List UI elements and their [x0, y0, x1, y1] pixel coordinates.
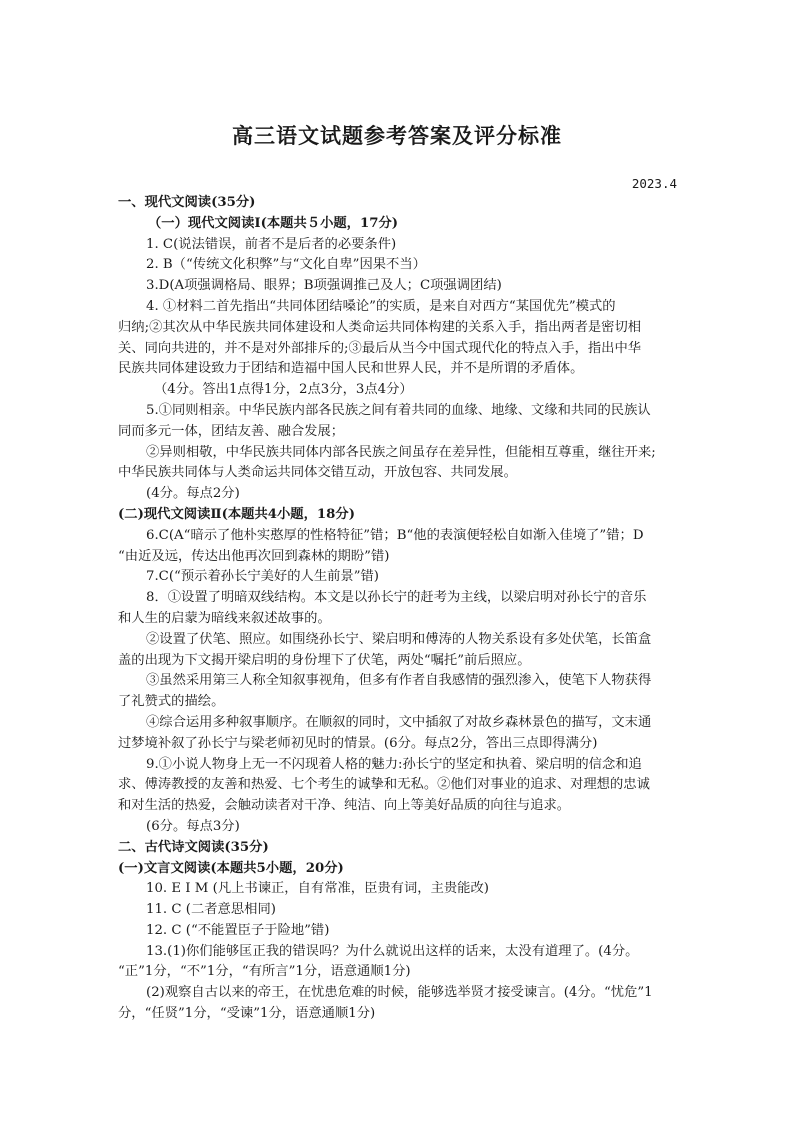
text-line: ④综合运用多种叙事顺序。在顺叙的同时，文中插叙了对故乡森林景色的描写，文末通	[146, 714, 652, 730]
text-line: 1. C(说法错误，前者不是后者的必要条件)	[146, 236, 397, 252]
text-line: 盖的出现为下文揭开梁启明的身份埋下了伏笔，两处“嘱托”前后照应。	[118, 652, 531, 668]
text-line: 中华民族共同体与人类命运共同体交错互动，开放包容、共同发展。	[118, 465, 517, 481]
text-line: 同而多元一体，团结友善、融合发展；	[118, 423, 345, 439]
section-heading: 一、现代文阅读(35分)	[118, 195, 256, 210]
text-line: 和人生的启蒙为暗线来叙述故事的。	[118, 610, 331, 626]
text-line: 9.①小说人物身上无一不闪现着人格的魅力:孙长宁的坚定和执着、梁启明的信念和追	[146, 756, 642, 772]
text-line: 求、傅涛教授的友善和热爱、七个考生的诚挚和无私。②他们对事业的追求、对理想的忠诚	[118, 777, 650, 793]
text-line: 11. C (二者意思相同)	[146, 902, 276, 918]
section-heading: 二、古代诗文阅读(35分)	[118, 839, 269, 855]
section-heading: (二)现代文阅读Ⅱ(本题共4小题，18分)	[118, 506, 355, 522]
text-line: ③虽然采用第三人称全知叙事视角，但多有作者自我感情的强烈渗入，使笔下人物获得	[146, 673, 652, 689]
text-line: ②异则相敬，中华民族共同体内部各民族之间虽存在差异性，但能相互尊重，继往开来;	[146, 444, 656, 460]
text-line: (4分。每点2分)	[146, 486, 240, 502]
text-line: （4分。答出1点得1分，2点3分，3点4分）	[154, 382, 413, 398]
page-title: 高三语文试题参考答案及评分标准	[232, 123, 562, 148]
text-line: (2)观察自古以来的帝王，在忧患危难的时候，能够选举贤才接受谏言。(4分。“忧危”1	[146, 985, 653, 1001]
text-line: ②设置了伏笔、照应。如围绕孙长宁、梁启明和傅涛的人物关系设有多处伏笔，长笛盒	[146, 631, 652, 647]
answer-content	[118, 193, 678, 1025]
text-line: 关、同向共进的，并不是对外部排斥的;③最后从当今中国式现代化的特点入手，指出中华	[118, 340, 642, 356]
text-line: 7.C(“预示着孙长宁美好的人生前景”错)	[146, 569, 379, 585]
text-line: 2. B（“传统文化积弊”与“文化自卑”因果不当）	[146, 257, 426, 273]
text-line: (6分。每点3分)	[146, 818, 240, 834]
section-heading: (一)文言文阅读(本题共5小题，20分)	[118, 860, 344, 876]
text-line: 8．①设置了明暗双线结构。本文是以孙长宁的赶考为主线，以梁启明对孙长宁的音乐	[146, 590, 647, 606]
text-line: 3.D(A项强调格局、眼界；B项强调推己及人；C项强调团结)	[146, 278, 502, 294]
text-line: 和对生活的热爱，会触动读者对干净、纯洁、向上等美好品质的向往与追求。	[118, 798, 571, 814]
text-line: “由近及远，传达出他再次回到森林的期盼”错)	[118, 548, 390, 564]
text-line: 过梦境补叙了孙长宁与梁老师初见时的情景。(6分。每点2分，答出三点即得满分)	[118, 735, 598, 751]
text-line: 分，“任贤”1分，“受谏”1分，语意通顺1分)	[118, 1006, 376, 1022]
text-line: “正”1分，“不”1分，“有所言”1分，语意通顺1分)	[118, 964, 411, 980]
text-line: 民族共同体建设致力于团结和造福中国人民和世界人民，并不是所谓的矛盾体。	[118, 361, 584, 377]
text-line: 5.①同则相亲。中华民族内部各民族之间有着共同的血缘、地缘、文缘和共同的民族认	[146, 402, 651, 418]
text-line: 4. ①材料二首先指出“共同体团结嗓论”的实质，是来自对西方“某国优先”模式的	[146, 298, 616, 314]
text-line: 6.C(A“暗示了他朴实憨厚的性格特征”错；B“他的表演便轻松自如渐入佳境了”错；D	[146, 527, 644, 543]
text-line: 13.(1)你们能够匡正我的错误吗？为什么就说出这样的话来，太没有道理了。(4分。	[146, 943, 639, 959]
text-line: 12. C (“不能置臣子于险地”错)	[146, 922, 330, 938]
date-label: 2023.4	[631, 176, 677, 191]
text-line: 归纳;②其次从中华民族共同体建设和人类命运共同体构建的关系入手，指出两者是密切相	[118, 319, 642, 335]
text-line: 了礼赞式的描绘。	[118, 694, 225, 710]
text-line: 10. E I M (凡上书谏正，自有常准，臣贵有词，主贵能改)	[146, 881, 489, 897]
section-heading: （一）现代文阅读Ⅰ(本题共５小题，17分)	[148, 215, 399, 231]
